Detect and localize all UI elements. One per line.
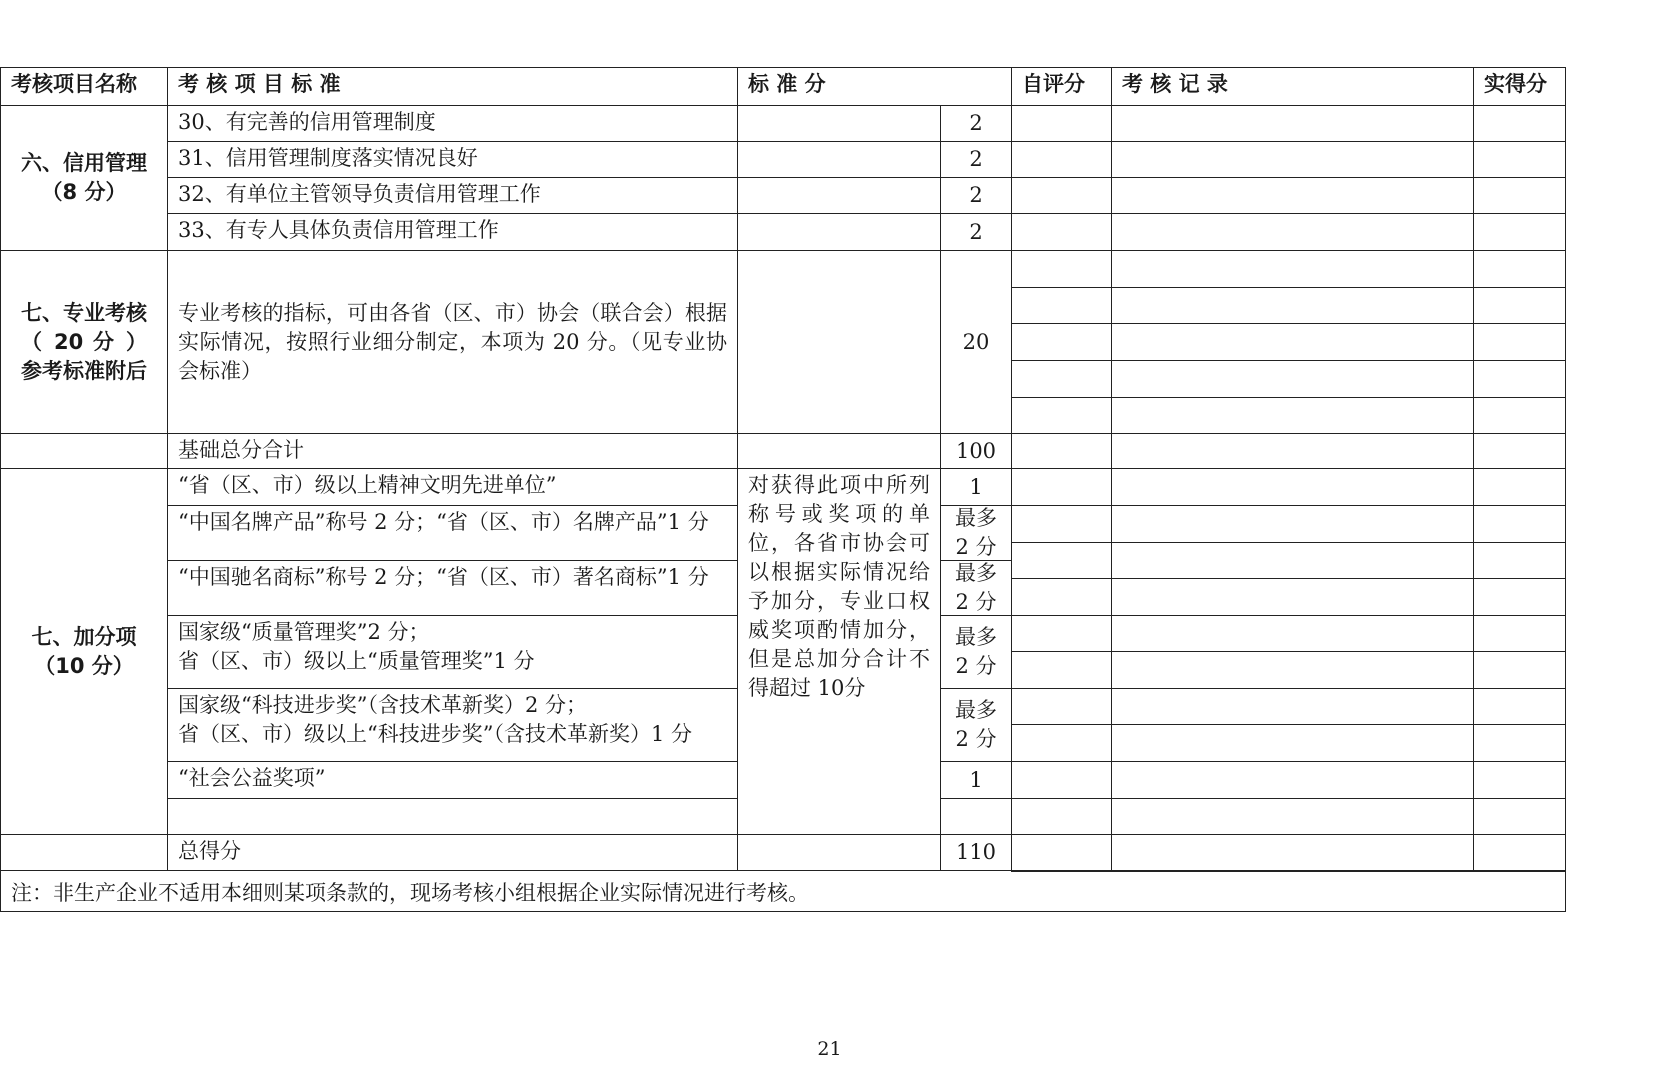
self-score-cell[interactable] bbox=[1011, 105, 1112, 142]
actual-score-cell[interactable] bbox=[1473, 323, 1566, 361]
self-score-cell[interactable] bbox=[1011, 177, 1112, 214]
section6-blank-33 bbox=[737, 213, 941, 251]
footnote: 注：非生产企业不适用本细则某项条款的，现场考核小组根据企业实际情况进行考核。 bbox=[0, 870, 1566, 912]
section6-item-33: 33、有专人具体负责信用管理工作 bbox=[167, 213, 738, 251]
actual-score-cell[interactable] bbox=[1473, 468, 1566, 506]
actual-score-cell[interactable] bbox=[1473, 724, 1566, 762]
actual-score-cell[interactable] bbox=[1473, 615, 1566, 652]
self-score-cell[interactable] bbox=[1011, 141, 1112, 178]
section6-blank-31 bbox=[737, 141, 941, 178]
record-cell[interactable] bbox=[1111, 615, 1474, 652]
self-score-cell[interactable] bbox=[1011, 397, 1112, 434]
bonus-description: 对获得此项中所列称号或奖项的单位，各省市协会可以根据实际情况给予加分，专业口权威奖项酌情加分，但是总加分合计不得超过 10分 bbox=[737, 468, 941, 835]
self-score-cell[interactable] bbox=[1011, 578, 1112, 616]
actual-score-cell[interactable] bbox=[1473, 798, 1566, 835]
actual-score-cell[interactable] bbox=[1473, 578, 1566, 616]
base-total-score: 100 bbox=[940, 433, 1012, 469]
actual-score-cell[interactable] bbox=[1473, 761, 1566, 799]
bonus-item-brand-product: “中国名牌产品”称号 2 分；“省（区、市）名牌产品”1 分 bbox=[167, 505, 738, 561]
record-cell[interactable] bbox=[1111, 651, 1474, 689]
actual-score-cell[interactable] bbox=[1473, 542, 1566, 579]
self-score-cell[interactable] bbox=[1011, 250, 1112, 288]
record-cell[interactable] bbox=[1111, 250, 1474, 288]
self-score-cell[interactable] bbox=[1011, 761, 1112, 799]
bonus-item-quality-award: 国家级“质量管理奖”2 分； 省（区、市）级以上“质量管理奖”1 分 bbox=[167, 615, 738, 689]
grand-total-score: 110 bbox=[940, 834, 1012, 871]
section7-blank bbox=[737, 250, 941, 434]
page-number: 21 bbox=[817, 1038, 842, 1060]
bonus-score-trademark: 最多 2 分 bbox=[940, 560, 1012, 616]
record-cell[interactable] bbox=[1111, 542, 1474, 579]
bonus-score-quality-award: 最多 2 分 bbox=[940, 615, 1012, 689]
actual-score-cell[interactable] bbox=[1473, 397, 1566, 434]
self-score-cell[interactable] bbox=[1011, 724, 1112, 762]
section6-item-31: 31、信用管理制度落实情况良好 bbox=[167, 141, 738, 178]
section7-score: 20 bbox=[940, 250, 1012, 434]
section7-text: 专业考核的指标，可由各省（区、市）协会（联合会）根据实际情况，按照行业细分制定，本项为 20 分。（见专业协会标准） bbox=[167, 250, 738, 434]
actual-score-cell[interactable] bbox=[1473, 141, 1566, 178]
grand-total-blank bbox=[0, 834, 168, 871]
self-score-cell[interactable] bbox=[1011, 688, 1112, 725]
bonus-item-civilization: “省（区、市）级以上精神文明先进单位” bbox=[167, 468, 738, 506]
actual-score-cell[interactable] bbox=[1473, 250, 1566, 288]
bonus-item-empty bbox=[167, 798, 738, 835]
self-score-cell[interactable] bbox=[1011, 798, 1112, 835]
actual-score-cell[interactable] bbox=[1473, 834, 1566, 872]
record-cell[interactable] bbox=[1111, 213, 1474, 251]
actual-score-cell[interactable] bbox=[1473, 287, 1566, 324]
base-total-blank bbox=[0, 433, 168, 469]
section6-score-31: 2 bbox=[940, 141, 1012, 178]
base-total-label: 基础总分合计 bbox=[167, 433, 738, 469]
self-score-cell[interactable] bbox=[1011, 542, 1112, 579]
record-cell[interactable] bbox=[1111, 141, 1474, 178]
record-cell[interactable] bbox=[1111, 177, 1474, 214]
self-score-cell[interactable] bbox=[1011, 834, 1112, 872]
actual-score-cell[interactable] bbox=[1473, 433, 1566, 469]
record-cell[interactable] bbox=[1111, 397, 1474, 434]
section6-title: 六、信用管理 （8 分） bbox=[0, 105, 168, 251]
self-score-cell[interactable] bbox=[1011, 287, 1112, 324]
header-record: 考 核 记 录 bbox=[1111, 67, 1474, 106]
record-cell[interactable] bbox=[1111, 468, 1474, 506]
record-cell[interactable] bbox=[1111, 834, 1474, 872]
base-total-blank-2 bbox=[737, 433, 941, 469]
record-cell[interactable] bbox=[1111, 287, 1474, 324]
header-actual-score: 实得分 bbox=[1473, 67, 1566, 106]
header-item-standard: 考 核 项 目 标 准 bbox=[167, 67, 738, 106]
actual-score-cell[interactable] bbox=[1473, 505, 1566, 543]
record-cell[interactable] bbox=[1111, 724, 1474, 762]
bonus-score-empty bbox=[940, 798, 1012, 835]
self-score-cell[interactable] bbox=[1011, 651, 1112, 689]
self-score-cell[interactable] bbox=[1011, 433, 1112, 469]
header-self-score: 自评分 bbox=[1011, 67, 1112, 106]
record-cell[interactable] bbox=[1111, 578, 1474, 616]
bonus-title: 七、加分项 （10 分） bbox=[0, 468, 168, 835]
section7-title: 七、专业考核 （ 20 分 ） 参考标准附后 bbox=[0, 250, 168, 434]
self-score-cell[interactable] bbox=[1011, 213, 1112, 251]
actual-score-cell[interactable] bbox=[1473, 213, 1566, 251]
record-cell[interactable] bbox=[1111, 105, 1474, 142]
record-cell[interactable] bbox=[1111, 323, 1474, 361]
section6-blank-30 bbox=[737, 105, 941, 142]
actual-score-cell[interactable] bbox=[1473, 651, 1566, 689]
bonus-score-brand-product: 最多 2 分 bbox=[940, 505, 1012, 561]
grand-total-blank-2 bbox=[737, 834, 941, 871]
actual-score-cell[interactable] bbox=[1473, 688, 1566, 725]
self-score-cell[interactable] bbox=[1011, 323, 1112, 361]
record-cell[interactable] bbox=[1111, 360, 1474, 398]
self-score-cell[interactable] bbox=[1011, 615, 1112, 652]
section6-blank-32 bbox=[737, 177, 941, 214]
bonus-item-tech-award: 国家级“科技进步奖”（含技术革新奖）2 分； 省（区、市）级以上“科技进步奖”（含技术革新奖）1 分 bbox=[167, 688, 738, 762]
self-score-cell[interactable] bbox=[1011, 505, 1112, 543]
header-item-name: 考核项目名称 bbox=[0, 67, 168, 106]
record-cell[interactable] bbox=[1111, 798, 1474, 835]
section6-score-30: 2 bbox=[940, 105, 1012, 142]
bonus-score-public-welfare: 1 bbox=[940, 761, 1012, 799]
actual-score-cell[interactable] bbox=[1473, 177, 1566, 214]
section6-item-32: 32、有单位主管领导负责信用管理工作 bbox=[167, 177, 738, 214]
record-cell[interactable] bbox=[1111, 761, 1474, 799]
header-standard-score: 标 准 分 bbox=[737, 67, 1012, 106]
record-cell[interactable] bbox=[1111, 688, 1474, 725]
grand-total-label: 总得分 bbox=[167, 834, 738, 871]
self-score-cell[interactable] bbox=[1011, 360, 1112, 398]
actual-score-cell[interactable] bbox=[1473, 360, 1566, 398]
bonus-score-civilization: 1 bbox=[940, 468, 1012, 506]
bonus-item-public-welfare: “社会公益奖项” bbox=[167, 761, 738, 799]
actual-score-cell[interactable] bbox=[1473, 105, 1566, 142]
section6-item-30: 30、有完善的信用管理制度 bbox=[167, 105, 738, 142]
record-cell[interactable] bbox=[1111, 505, 1474, 543]
bonus-item-trademark: “中国驰名商标”称号 2 分；“省（区、市）著名商标”1 分 bbox=[167, 560, 738, 616]
record-cell[interactable] bbox=[1111, 433, 1474, 469]
section6-score-33: 2 bbox=[940, 213, 1012, 251]
bonus-score-tech-award: 最多 2 分 bbox=[940, 688, 1012, 762]
section6-score-32: 2 bbox=[940, 177, 1012, 214]
self-score-cell[interactable] bbox=[1011, 468, 1112, 506]
